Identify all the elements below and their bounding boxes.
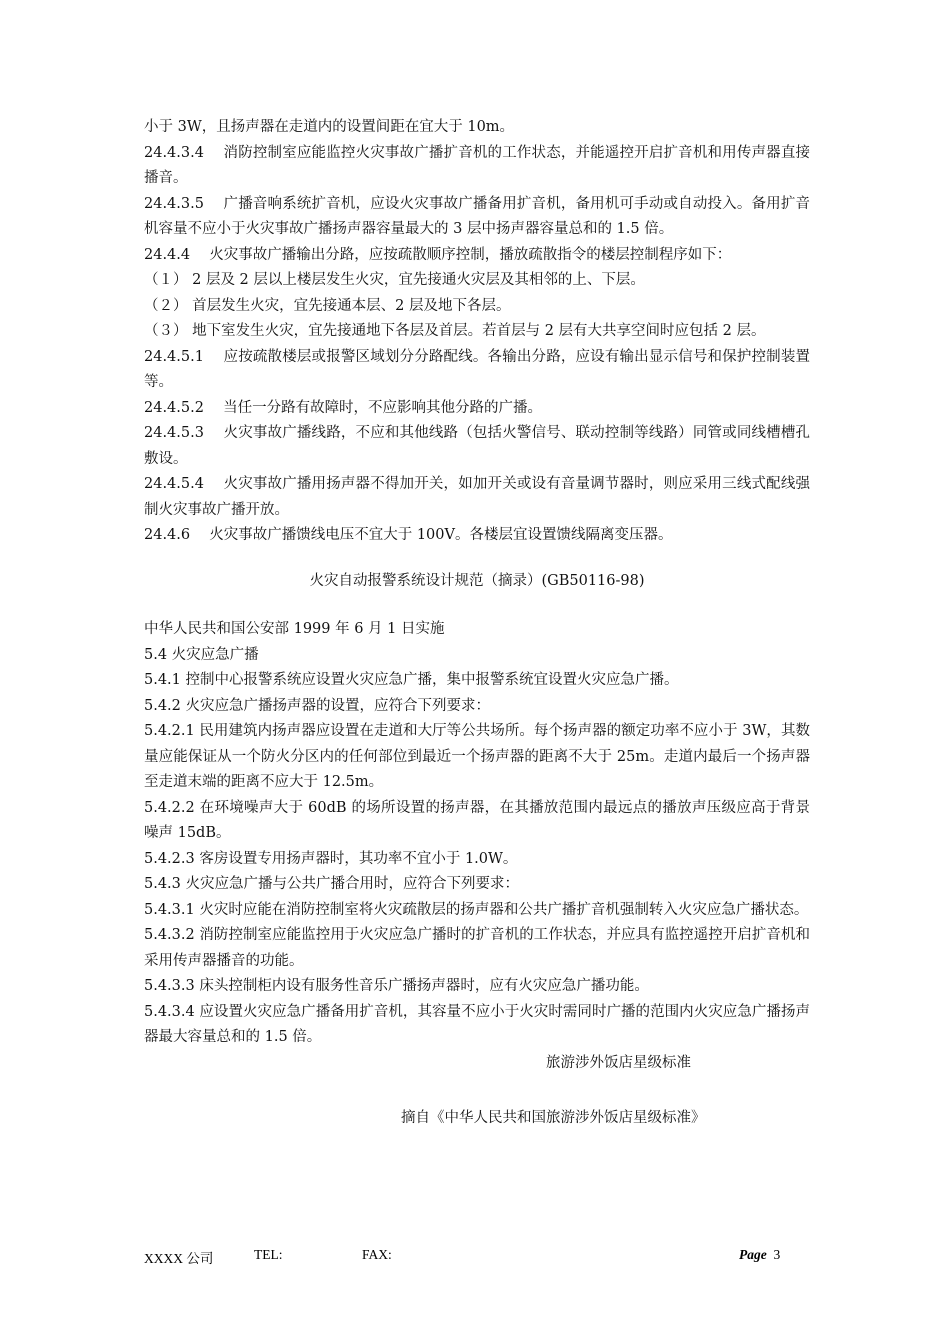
- section-heading: 5.4 火灾应急广播: [144, 646, 259, 663]
- section-title: 火灾自动报警系统设计规范（摘录）(GB50116-98): [309, 572, 645, 589]
- paragraph: 5.4.2.3 客房设置专用扬声器时，其功率不宜小于 1.0W。: [144, 850, 518, 867]
- paragraph: 5.4.3 火灾应急广播与公共广播合用时，应符合下列要求：: [144, 876, 520, 892]
- page-footer: [144, 1247, 810, 1269]
- paragraph: 5.4.3.2 消防控制室应能监控用于火灾应急广播时的扩音机的工作状态，并应具有监控遥控开启扩音机和采用传声器播音的功能。: [144, 927, 810, 969]
- paragraph: 小于 3W，且扬声器在走道内的设置间距在宜大于 10m。: [144, 119, 515, 135]
- paragraph: 24.4.4 火灾事故广播输出分路，应按疏散顺序控制，播放疏散指令的楼层控制程序如下：: [144, 246, 732, 263]
- paragraph: 5.4.2 火灾应急广播扬声器的设置，应符合下列要求：: [144, 697, 491, 714]
- paragraph: 24.4.3.5 广播音响系统扩音机，应设火灾事故广播备用扩音机，备用机可手动或自动投入。备用扩音机容量不应小于火灾事故广播扬声器容量最大的 3 层中扬声器容量总和的 1.5 倍。: [144, 195, 810, 237]
- paragraph: 5.4.3.1 火灾时应能在消防控制室将火灾疏散层的扬声器和公共广播扩音机强制转入火灾应急广播状态。: [144, 901, 809, 918]
- paragraph: 24.4.5.2 当任一分路有故障时，不应影响其他分路的广播。: [144, 399, 543, 416]
- paragraph: 5.4.1 控制中心报警系统应设置火灾应急广播，集中报警系统宜设置火灾应急广播。: [144, 672, 679, 688]
- page-label: Page: [739, 1247, 767, 1262]
- page-number: [739, 1247, 780, 1263]
- list-item: （１） 2 层及 2 层以上楼层发生火灾，宜先接通火灾层及其相邻的上、下层。: [144, 272, 645, 288]
- paragraph: 5.4.2.1 民用建筑内扬声器应设置在走道和大厅等公共场所。每个扬声器的额定功率不应小于 3W，其数量应能保证从一个防火分区内的任何部位到最近一个扬声器的距离不大于 25m。走道内最后一个扬声器至走道末端的距离不应大于 12.5m。: [144, 723, 810, 790]
- page-number-value: 3: [773, 1247, 781, 1262]
- list-item: （３） 地下室发生火灾，宜先接通地下各层及首层。若首层与 2 层有大共享空间时应包括 2 层。: [144, 323, 766, 339]
- paragraph: 24.4.6 火灾事故广播馈线电压不宜大于 100V。各楼层宜设置馈线隔离变压器。: [144, 527, 673, 543]
- subtitle: 旅游涉外饭店星级标准: [546, 1054, 691, 1071]
- paragraph: 5.4.3.4 应设置火灾应急广播备用扩音机，其容量不应小于火灾时需同时广播的范围内火灾应急广播扬声器最大容量总和的 1.5 倍。: [144, 1003, 810, 1045]
- source-note: 摘自《中华人民共和国旅游涉外饭店星级标准》: [401, 1110, 706, 1126]
- footer-company: XXXX 公司: [144, 1251, 214, 1266]
- paragraph: 5.4.3.3 床头控制柜内设有服务性音乐广播扬声器时，应有火灾应急广播功能。: [144, 978, 649, 994]
- footer-tel: TEL:: [254, 1247, 283, 1262]
- paragraph: 24.4.5.1 应按疏散楼层或报警区域划分分路配线。各输出分路，应设有输出显示信号和保护控制装置等。: [144, 348, 810, 390]
- list-item: （２） 首层发生火灾，宜先接通本层、2 层及地下各层。: [144, 297, 511, 314]
- paragraph: 24.4.5.4 火灾事故广播用扬声器不得加开关，如加开关或设有音量调节器时，则应采用三线式配线强制火灾事故广播开放。: [144, 476, 810, 518]
- paragraph: 中华人民共和国公安部 1999 年 6 月 1 日实施: [144, 621, 445, 637]
- document-body: [144, 115, 810, 1132]
- paragraph: 24.4.3.4 消防控制室应能监控火灾事故广播扩音机的工作状态，并能遥控开启扩音机和用传声器直接播音。: [144, 144, 810, 186]
- paragraph: 5.4.2.2 在环境噪声大于 60dB 的场所设置的扬声器，在其播放范围内最远点的播放声压级应高于背景噪声 15dB。: [144, 799, 810, 841]
- paragraph: 24.4.5.3 火灾事故广播线路，不应和其他线路（包括火警信号、联动控制等线路）同管或同线槽槽孔敷设。: [144, 425, 810, 467]
- footer-fax: FAX:: [362, 1247, 392, 1262]
